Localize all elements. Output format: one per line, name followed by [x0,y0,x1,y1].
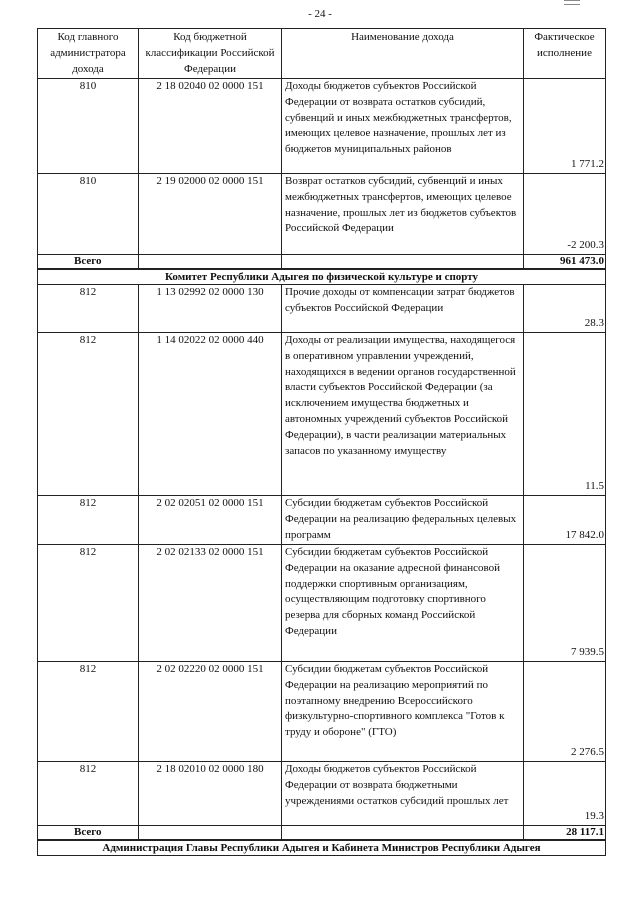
total-amount: 28 117.1 [524,826,606,841]
section-title: Администрация Главы Республики Адыгея и Кабинета Министров Республики Адыгея [38,840,606,856]
header-row [38,29,606,79]
table-row [38,174,606,255]
total-amount: 961 473.0 [524,255,606,270]
budget-code-cell: 1 13 02992 02 0000 130 [139,285,282,333]
total-label: Всего [38,255,139,270]
budget-code-cell: 2 18 02040 02 0000 151 [139,79,282,174]
admin-code-cell: 812 [38,762,139,826]
table-row [38,496,606,545]
admin-code-cell: 812 [38,285,139,333]
income-name-cell: Прочие доходы от компенсации затрат бюджетов субъектов Российской Федерации [282,285,524,333]
admin-code-cell: 810 [38,174,139,255]
amount-cell: 17 842.0 [524,496,606,545]
amount-cell: 2 276.5 [524,662,606,762]
total-row [38,255,606,270]
income-name-cell: Доходы бюджетов субъектов Российской Федерации от возврата остатков субсидий, субвенций и иных межбюджетных трансфертов, имеющих целевое назначение, прошлых лет из бюджетов муниципальных районов [282,79,524,174]
admin-code-cell: 812 [38,496,139,545]
header-actual: Фактическое исполнение [524,29,606,79]
income-name-cell: Субсидии бюджетам субъектов Российской Федерации на реализацию федеральных целевых программ [282,496,524,545]
budget-code-cell: 2 18 02010 02 0000 180 [139,762,282,826]
empty-cell [139,826,282,841]
empty-cell [282,826,524,841]
table-row [38,662,606,762]
amount-cell: 28.3 [524,285,606,333]
amount-cell: 1 771.2 [524,79,606,174]
budget-code-cell: 2 19 02000 02 0000 151 [139,174,282,255]
table-row [38,333,606,496]
total-row [38,826,606,841]
income-name-cell: Субсидии бюджетам субъектов Российской Федерации на оказание адресной финансовой поддержки спортивным организациям, осуществляющим подготовку спортивного резерва для сборных команд Российской Федерации [282,545,524,662]
admin-code-cell: 812 [38,545,139,662]
total-label: Всего [38,826,139,841]
amount-cell: 19.3 [524,762,606,826]
income-name-cell: Субсидии бюджетам субъектов Российской Федерации на реализацию мероприятий по поэтапному внедрению Всероссийского физкультурно-спортивного комплекса "Готов к труду и обороне" (ГТО) [282,662,524,762]
income-name-cell: Доходы бюджетов субъектов Российской Федерации от возврата бюджетными учреждениями остатков субсидий прошлых лет [282,762,524,826]
page-number: - 24 - [308,8,332,20]
admin-code-cell: 812 [38,662,139,762]
section-row [38,840,606,856]
income-name-cell: Возврат остатков субсидий, субвенций и иных межбюджетных трансфертов, имеющих целевое назначение, прошлых лет из бюджетов субъектов Российской Федерации [282,174,524,255]
table-row [38,762,606,826]
section-row [38,269,606,285]
table-row [38,285,606,333]
amount-cell: 7 939.5 [524,545,606,662]
admin-code-cell: 812 [38,333,139,496]
corner-mark [564,0,580,5]
budget-code-cell: 2 02 02220 02 0000 151 [139,662,282,762]
empty-cell [139,255,282,270]
empty-cell [282,255,524,270]
budget-code-cell: 2 02 02051 02 0000 151 [139,496,282,545]
income-name-cell: Доходы от реализации имущества, находящегося в оперативном управлении учреждений, находящихся в ведении органов государственной власти субъектов Российской Федерации (за исключением имущества бюджетных и автономных учреждений субъектов Российской Федерации), в части реализации материальных запасов по указанному имуществу [282,333,524,496]
header-income-name: Наименование дохода [282,29,524,79]
section-title: Комитет Республики Адыгея по физической культуре и спорту [38,269,606,285]
amount-cell: 11.5 [524,333,606,496]
admin-code-cell: 810 [38,79,139,174]
income-table [37,28,606,856]
header-budget-code: Код бюджетной классификации Российской Федерации [139,29,282,79]
budget-code-cell: 2 02 02133 02 0000 151 [139,545,282,662]
table-row [38,545,606,662]
amount-cell: -2 200.3 [524,174,606,255]
table-row [38,79,606,174]
header-admin-code: Код главного администратора дохода [38,29,139,79]
budget-code-cell: 1 14 02022 02 0000 440 [139,333,282,496]
